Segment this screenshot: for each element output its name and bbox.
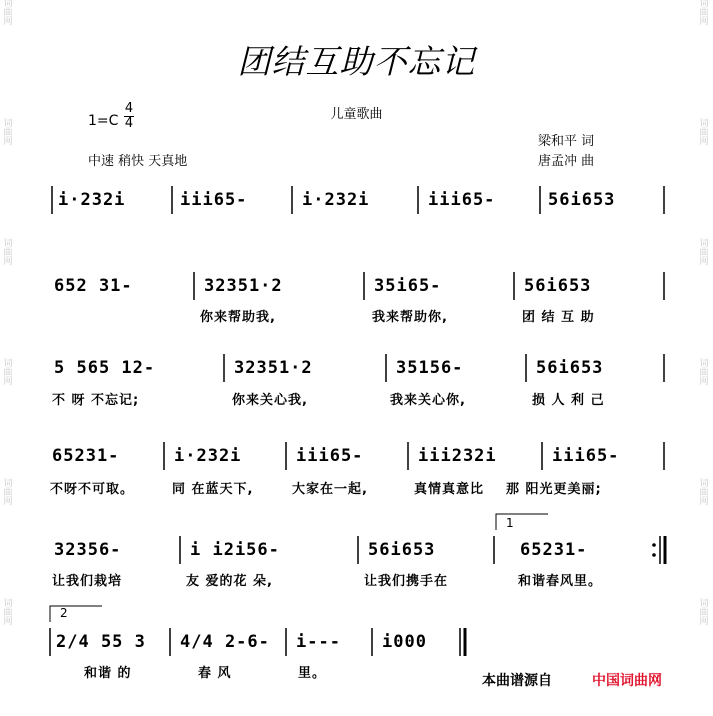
lyric-3-4: 损 人 利 己 — [532, 393, 605, 408]
lyric-4-5: 那 阳光更美丽; — [506, 482, 602, 497]
watermark-right-4: 词曲网 — [699, 359, 709, 387]
watermark-left-3: 词曲网 — [3, 239, 13, 267]
lyric-3-2: 你来关心我, — [232, 393, 308, 408]
measure-4-1: 65231- — [52, 446, 120, 466]
measure-3-4: 56i653 — [536, 358, 604, 378]
lyricist: 梁和平 词 — [538, 134, 595, 149]
repeat-dot — [652, 543, 656, 547]
measure-2-1: 652 31- — [54, 276, 133, 296]
measure-4-4: iii232i — [418, 446, 497, 466]
lyric-6-1: 和谐 的 — [84, 666, 132, 681]
lyric-3-3: 我来关心你, — [390, 393, 466, 408]
source-label: 本曲谱源自 — [482, 673, 552, 689]
measure-6-3: i--- — [296, 632, 341, 652]
measure-2-2: 32351·2 — [204, 276, 283, 296]
measure-1-3: i·232i — [302, 190, 370, 210]
measure-5-4: 65231- — [520, 540, 588, 560]
measure-4-2: i·232i — [174, 446, 242, 466]
song-subtitle: 儿童歌曲 — [330, 107, 383, 122]
watermark-left-5: 词曲网 — [3, 479, 13, 507]
measure-2-3: 35i65- — [374, 276, 442, 296]
lyric-2-4: 团 结 互 助 — [522, 310, 595, 325]
measure-3-3: 35156- — [396, 358, 464, 378]
measure-5-2: i i2i56- — [190, 540, 280, 560]
watermark-left-6: 词曲网 — [3, 599, 13, 627]
lyric-2-3: 我来帮助你, — [372, 310, 448, 325]
lyric-5-3: 让我们携手在 — [364, 574, 449, 589]
lyric-2-2: 你来帮助我, — [200, 310, 276, 325]
watermark-right-5: 词曲网 — [699, 479, 709, 507]
source-site-link[interactable]: 中国词曲网 — [592, 673, 662, 689]
lyric-3-1: 不 呀 不忘记; — [52, 393, 140, 408]
tempo-marking: 中速 稍快 天真地 — [88, 154, 188, 169]
volta-1-bracket — [496, 514, 548, 530]
time-signature-top: 4 — [124, 101, 134, 116]
lyric-4-4: 真情真意比 — [414, 482, 485, 497]
watermark-right-3: 词曲网 — [699, 239, 709, 267]
volta-2-label: 2 — [60, 606, 68, 620]
volta-1-label: 1 — [506, 516, 514, 530]
measure-3-2: 32351·2 — [234, 358, 313, 378]
watermark-right-2: 词曲网 — [699, 119, 709, 147]
volta-2-bracket — [50, 606, 102, 622]
watermark-right-6: 词曲网 — [699, 599, 709, 627]
measure-4-5: iii65- — [552, 446, 620, 466]
lyric-5-1: 让我们栽培 — [52, 574, 123, 589]
measure-1-5: 56i653 — [548, 190, 616, 210]
lyric-5-2: 友 爱的花 朵, — [186, 574, 273, 589]
measure-2-4: 56i653 — [524, 276, 592, 296]
composer: 唐孟冲 曲 — [538, 154, 595, 169]
measure-5-3: 56i653 — [368, 540, 436, 560]
time-signature-bottom: 4 — [124, 116, 134, 131]
watermark-left-2: 词曲网 — [3, 119, 13, 147]
measure-6-2: 4/4 2-6- — [180, 632, 270, 652]
lyric-6-3: 里。 — [298, 666, 327, 681]
lyric-5-4: 和谐春风里。 — [518, 574, 603, 589]
key-signature: 1=C — [88, 113, 119, 129]
song-title: 团结互助不忘记 — [237, 42, 476, 81]
measure-1-4: iii65- — [428, 190, 496, 210]
lyric-4-3: 大家在一起, — [292, 482, 368, 497]
lyric-6-2: 春 风 — [198, 666, 232, 681]
measure-1-2: iii65- — [180, 190, 248, 210]
watermark-left-1: 词曲网 — [3, 0, 13, 27]
lyric-4-1: 不呀不可取。 — [50, 482, 135, 497]
measure-6-4: i000 — [382, 632, 427, 652]
watermark-left-4: 词曲网 — [3, 359, 13, 387]
measure-4-3: iii65- — [296, 446, 364, 466]
measure-3-1: 5 565 12- — [54, 358, 156, 378]
measure-1-1: i·232i — [58, 190, 126, 210]
lyric-4-2: 同 在蓝天下, — [172, 482, 254, 497]
measure-6-1: 2/4 55 3 — [56, 632, 146, 652]
repeat-dot — [652, 553, 656, 557]
measure-5-1: 32356- — [54, 540, 122, 560]
watermark-right-1: 词曲网 — [699, 0, 709, 27]
